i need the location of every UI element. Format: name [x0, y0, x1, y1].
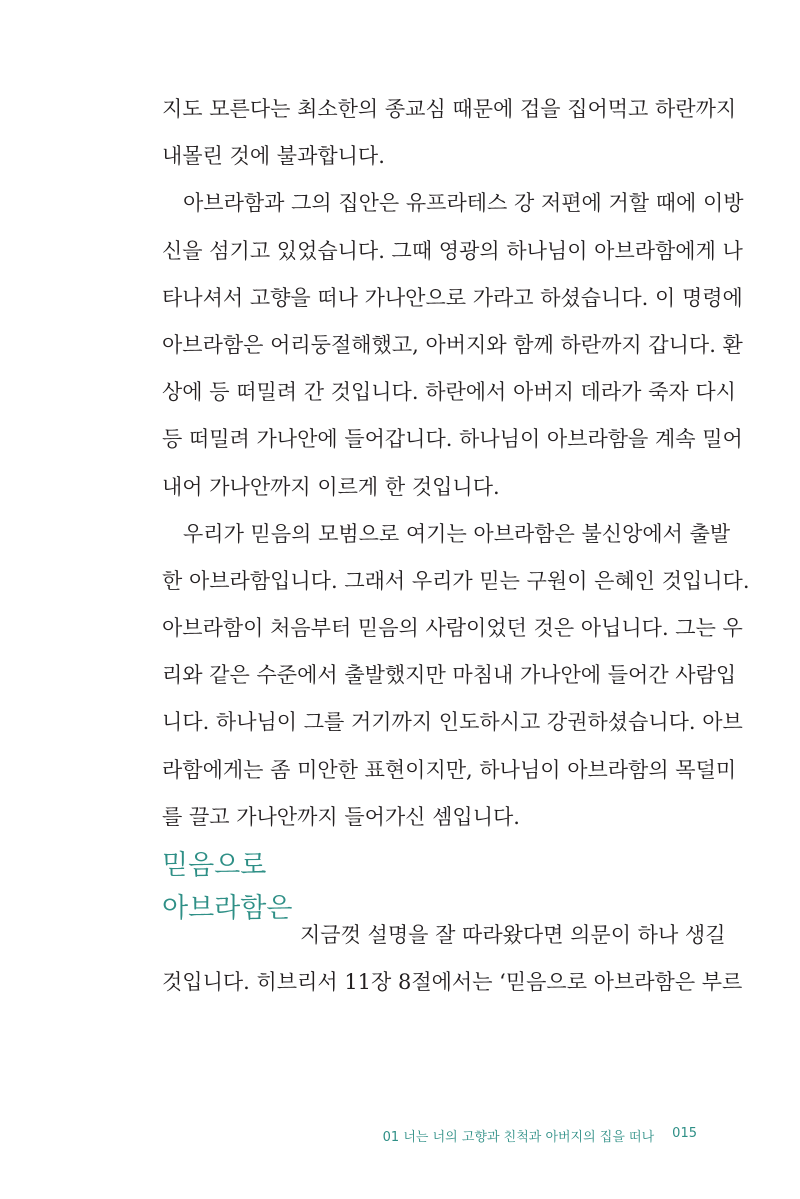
section-heading-line: 아브라함은 [162, 893, 293, 924]
running-footer [383, 1126, 697, 1145]
text-line: 신을 섬기고 있었습니다. 그때 영광의 하나님이 아브라함에게 나 [162, 238, 743, 263]
text-line: 등 떠밀려 가나안에 들어갑니다. 하나님이 아브라함을 계속 밀어 [162, 427, 743, 452]
text-line: 것입니다. 히브리서 11장 8절에서는 ‘믿음으로 아브라함은 부르 [162, 970, 743, 995]
paragraph-start-line: 아브라함과 그의 집안은 유프라테스 강 저편에 거할 때에 이방 [183, 191, 744, 216]
page-number: 015 [672, 1126, 697, 1141]
text-line: 아브라함이 처음부터 믿음의 사람이었던 것은 아닙니다. 그는 우 [162, 616, 743, 641]
text-line: 를 끌고 가나안까지 들어가신 셈입니다. [162, 804, 520, 829]
text-line: 지도 모른다는 최소한의 종교심 때문에 겁을 집어먹고 하란까지 [162, 97, 737, 121]
chapter-title: 01 너는 너의 고향과 친척과 아버지의 집을 떠나 [382, 1130, 655, 1145]
text-line: 니다. 하나님이 그를 거기까지 인도하시고 강권하셨습니다. 아브 [162, 710, 743, 735]
text-line: 상에 등 떠밀려 간 것입니다. 하란에서 아버지 데라가 죽자 다시 [162, 380, 736, 405]
text-line: 리와 같은 수준에서 출발했지만 마침내 가나안에 들어간 사람입 [162, 663, 737, 688]
section-body-text [162, 912, 743, 1006]
paragraph-start-line: 지금껏 설명을 잘 따라왔다면 의문이 하나 생길 [300, 923, 726, 947]
text-line: 라함에게는 좀 미안한 표현이지만, 하나님이 아브라함의 목덜미 [162, 757, 737, 782]
text-line: 내어 가나안까지 이르게 한 것입니다. [162, 474, 500, 499]
paragraph-start-line: 우리가 믿음의 모범으로 여기는 아브라함은 불신앙에서 출발 [183, 521, 731, 546]
text-line: 한 아브라함입니다. 그래서 우리가 믿는 구원이 은혜인 것입니다. [162, 568, 750, 593]
section-heading-line: 믿음으로 [162, 850, 267, 881]
text-line: 타나셔서 고향을 떠나 가나안으로 가라고 하셨습니다. 이 명령에 [162, 285, 743, 310]
text-line: 아브라함은 어리둥절해했고, 아버지와 함께 하란까지 갑니다. 환 [162, 332, 743, 357]
text-line: 내몰린 것에 불과합니다. [162, 144, 385, 169]
body-text [162, 86, 750, 841]
